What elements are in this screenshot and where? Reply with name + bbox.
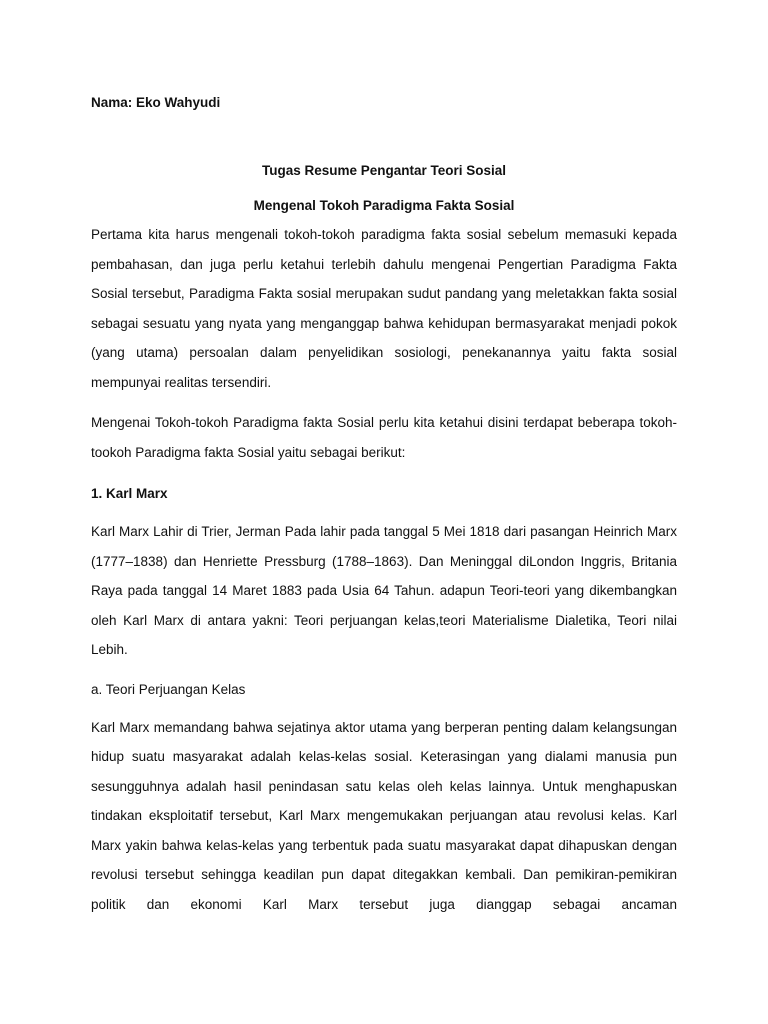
document-body <box>91 94 677 919</box>
author-name: Nama: Eko Wahyudi <box>91 95 221 110</box>
section-heading-karl-marx: 1. Karl Marx <box>91 486 168 501</box>
paragraph-intro: Pertama kita harus mengenali tokoh-tokoh paradigma fakta sosial sebelum memasuki kepada pembahasan, dan juga perlu ketahui terlebih dahulu mengenai Pengertian Paradigma Fakta Sosial tersebut, Paradigma Fakta sosial merupakan sudut pandang yang meletakkan fakta sosial sebagai sesuatu yang nyata yang menganggap bahwa kehidupan bermasyarakat menjadi pokok (yang utama) persoalan dalam penyelidikan sosiologi, penekanannya yaitu fakta sosial mempunyai realitas tersendiri. <box>91 227 677 390</box>
paragraph-karl-marx-bio: Karl Marx Lahir di Trier, Jerman Pada lahir pada tanggal 5 Mei 1818 dari pasangan Heinrich Marx (1777–1838) dan Henriette Pressburg (1788–1863). Dan Meninggal diLondon Inggris, Britania Raya pada tanggal 14 Maret 1883 pada Usia 64 Tahun. adapun Teori-teori yang dikembangkan oleh Karl Marx di antara yakni: Teori perjuangan kelas,teori Materialisme Dialetika, Teori nilai Lebih. <box>91 524 677 657</box>
paragraph-tokoh: Mengenai Tokoh-tokoh Paradigma fakta Sosial perlu kita ketahui disini terdapat beberapa tokoh-tookoh Paradigma fakta Sosial yaitu sebagai berikut: <box>91 415 677 460</box>
subsection-heading-perjuangan-kelas: a. Teori Perjuangan Kelas <box>91 681 246 697</box>
document-subtitle: Mengenal Tokoh Paradigma Fakta Sosial <box>253 198 515 213</box>
document-title: Tugas Resume Pengantar Teori Sosial <box>261 163 507 178</box>
paragraph-perjuangan-kelas: Karl Marx memandang bahwa sejatinya aktor utama yang berperan penting dalam kelangsungan hidup suatu masyarakat adalah kelas-kelas sosial. Keterasingan yang dialami manusia pun sesungguhnya adalah hasil penindasan satu kelas oleh kelas lainnya. Untuk menghapuskan tindakan eksploitatif tersebut, Karl Marx mengemukakan perjuangan atau revolusi kelas. Karl Marx yakin bahwa kelas-kelas yang terbentuk pada suatu masyarakat dapat dihapuskan dengan revolusi tersebut sehingga keadilan pun dapat ditegakkan kembali. Dan pemikiran-pemikiran politik dan ekonomi Karl Marx tersebut juga dianggap sebagai ancaman <box>91 719 677 912</box>
